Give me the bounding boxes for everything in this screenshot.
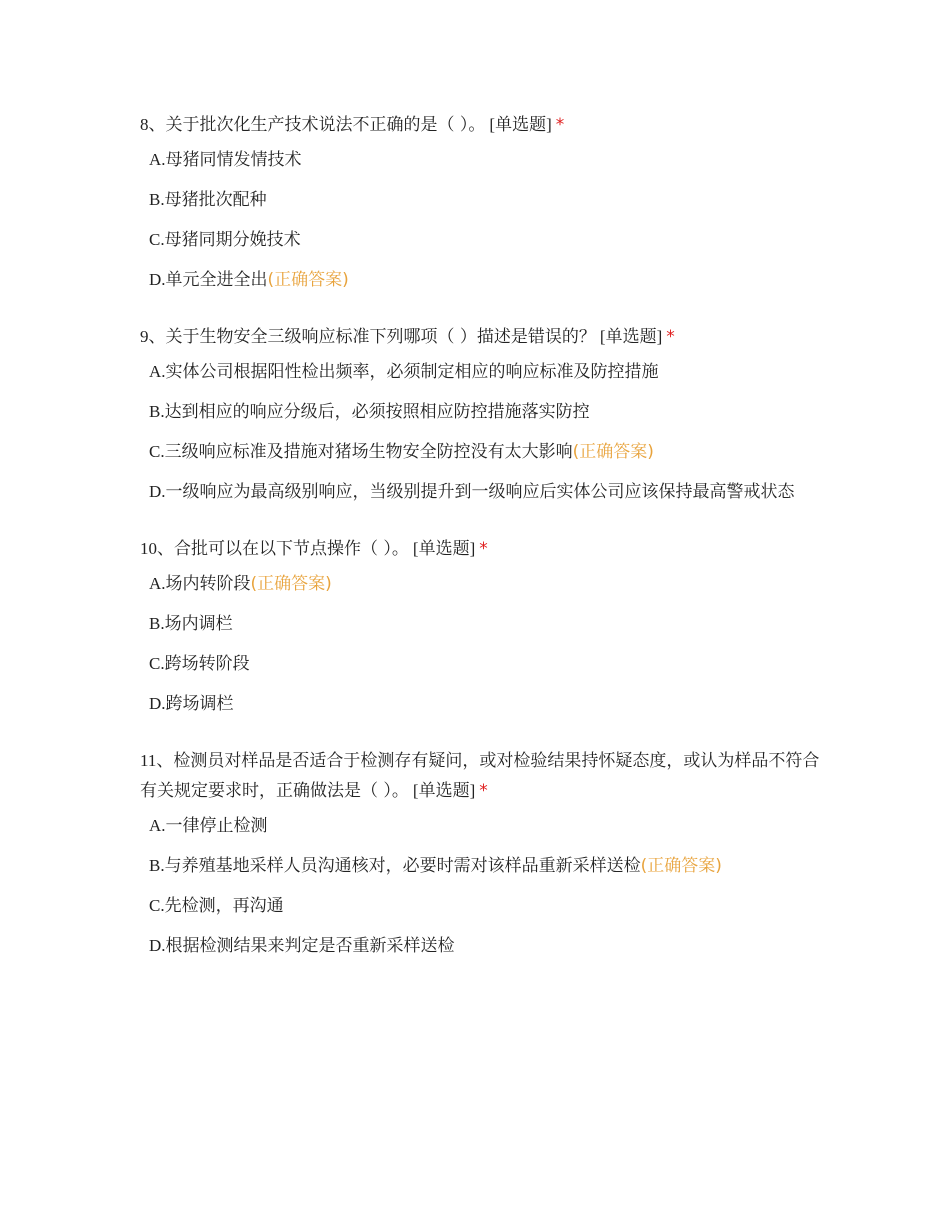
option-c [140, 228, 820, 252]
option-b [140, 612, 820, 636]
option-letter: C. [149, 442, 165, 461]
question-type: [单选题] [489, 115, 552, 134]
question-number: 8、 [140, 115, 166, 134]
option-letter: B. [149, 614, 165, 633]
question-8 [140, 110, 820, 292]
option-text: 一级响应为最高级别响应，当级别提升到一级响应后实体公司应该保持最高警戒状态 [165, 482, 795, 502]
option-text: 场内转阶段 [165, 574, 251, 594]
option-c [140, 440, 820, 464]
option-letter: A. [149, 362, 166, 381]
question-stem [140, 322, 820, 352]
required-mark: * [666, 327, 675, 347]
option-letter: B. [149, 402, 165, 421]
option-letter: D. [149, 694, 166, 713]
option-text: 母猪同期分娩技术 [164, 230, 301, 250]
option-c [140, 894, 820, 918]
option-list [140, 360, 820, 504]
option-a [140, 360, 820, 384]
option-text: 与养殖基地采样人员沟通核对，必要时需对该样品重新采样送检 [164, 856, 641, 876]
correct-answer-mark: (正确答案) [267, 270, 349, 290]
option-text: 一律停止检测 [165, 816, 268, 836]
question-type: [单选题] [412, 781, 476, 800]
required-mark: * [479, 781, 488, 801]
option-list [140, 572, 820, 716]
option-letter: C. [149, 654, 165, 673]
option-b [140, 188, 820, 212]
question-stem [140, 110, 820, 140]
option-letter: A. [149, 574, 166, 593]
correct-answer-mark: (正确答案) [572, 442, 654, 462]
option-d [140, 480, 820, 504]
option-text: 跨场转阶段 [164, 654, 250, 674]
option-letter: A. [149, 150, 166, 169]
option-letter: B. [149, 856, 165, 875]
question-number: 10、 [140, 539, 174, 558]
option-list [140, 814, 820, 958]
option-text: 场内调栏 [164, 614, 233, 634]
option-d [140, 934, 820, 958]
question-stem [140, 534, 820, 564]
required-mark: * [555, 115, 565, 135]
option-text: 实体公司根据阳性检出频率，必须制定相应的响应标准及防控措施 [165, 362, 659, 382]
option-letter: B. [149, 190, 165, 209]
option-text: 单元全进全出 [165, 270, 268, 290]
question-type: [单选题] [599, 327, 663, 346]
option-text: 母猪同情发情技术 [165, 150, 302, 170]
question-text: 关于批次化生产技术说法不正确的是（ ）。 [165, 115, 486, 135]
option-text: 三级响应标准及措施对猪场生物安全防控没有太大影响 [164, 442, 573, 462]
option-c [140, 652, 820, 676]
question-11 [140, 746, 820, 958]
option-letter: D. [149, 270, 166, 289]
option-letter: C. [149, 896, 165, 915]
option-a [140, 572, 820, 596]
option-text: 母猪批次配种 [164, 190, 267, 210]
option-b [140, 400, 820, 424]
option-text: 跨场调栏 [165, 694, 234, 714]
question-list [140, 110, 820, 988]
option-text: 先检测，再沟通 [164, 896, 284, 916]
correct-answer-mark: (正确答案) [640, 856, 722, 876]
question-stem [140, 746, 820, 806]
option-d [140, 268, 820, 292]
option-letter: C. [149, 230, 165, 249]
option-d [140, 692, 820, 716]
question-text: 关于生物安全三级响应标准下列哪项（ ）描述是错误的？ [165, 327, 596, 347]
option-text: 达到相应的响应分级后，必须按照相应防控措施落实防控 [164, 402, 590, 422]
required-mark: * [479, 539, 488, 559]
option-b [140, 854, 820, 878]
option-letter: A. [149, 816, 166, 835]
option-a [140, 148, 820, 172]
option-letter: D. [149, 482, 166, 501]
question-text: 检测员对样品是否适合于检测存有疑问，或对检验结果持怀疑态度，或认为样品不符合有关规定要求时，正确做法是（ ）。 [140, 751, 820, 801]
option-text: 根据检测结果来判定是否重新采样送检 [165, 936, 455, 956]
option-list [140, 148, 820, 292]
option-letter: D. [149, 936, 166, 955]
option-a [140, 814, 820, 838]
correct-answer-mark: (正确答案) [250, 574, 332, 594]
question-type: [单选题] [412, 539, 476, 558]
question-text: 合批可以在以下节点操作（ ）。 [174, 539, 409, 559]
question-10 [140, 534, 820, 716]
question-number: 11、 [140, 751, 174, 770]
question-number: 9、 [140, 327, 166, 346]
question-9 [140, 322, 820, 504]
